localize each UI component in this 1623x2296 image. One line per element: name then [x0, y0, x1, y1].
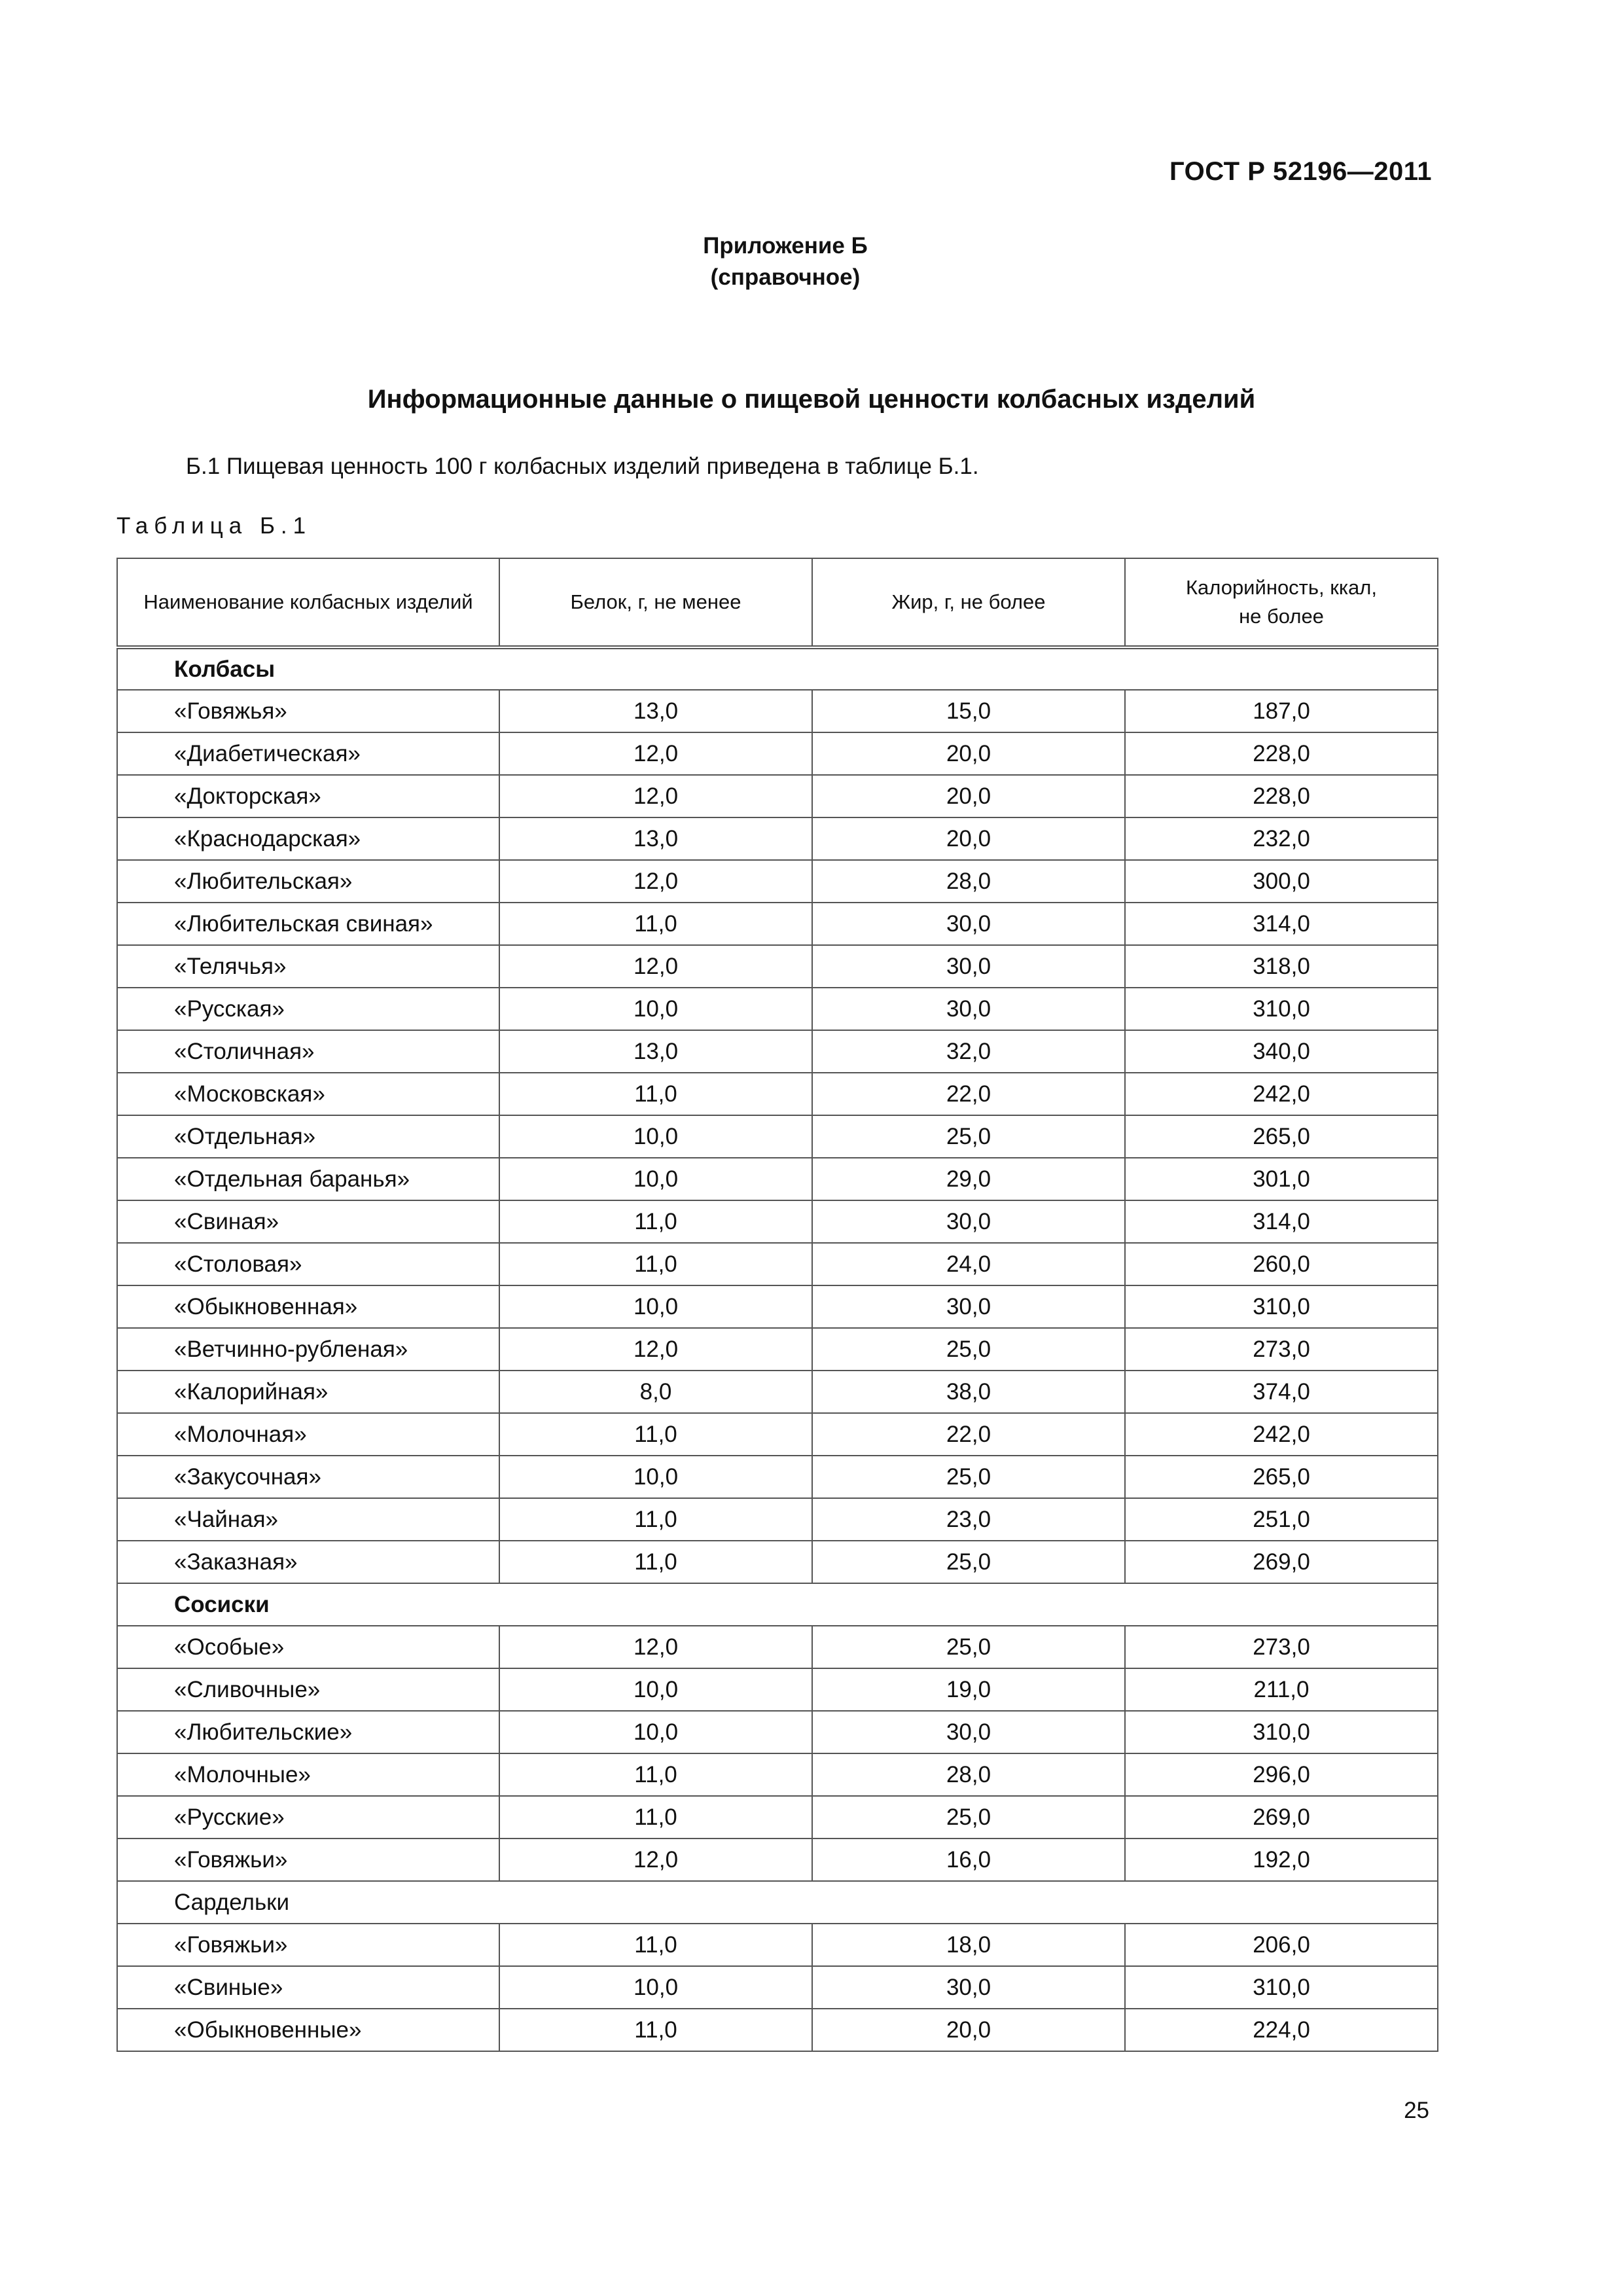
header-calories-line1: Калорийность, ккал, — [1185, 576, 1378, 599]
product-name-cell: «Говяжьи» — [117, 1924, 499, 1966]
product-name-cell: «Отдельная» — [117, 1115, 499, 1158]
protein-cell: 11,0 — [499, 2009, 812, 2051]
appendix-heading — [674, 230, 897, 293]
product-name-cell: «Говяжьи» — [117, 1839, 499, 1881]
calories-cell: 310,0 — [1125, 1711, 1438, 1753]
table-row — [117, 1924, 1438, 1966]
fat-cell: 30,0 — [812, 1966, 1125, 2009]
fat-cell: 25,0 — [812, 1796, 1125, 1839]
protein-cell: 11,0 — [499, 1073, 812, 1115]
table-row — [117, 732, 1438, 775]
table-row — [117, 690, 1438, 732]
page-number: 25 — [1404, 2098, 1429, 2123]
fat-cell: 28,0 — [812, 860, 1125, 903]
calories-cell: 301,0 — [1125, 1158, 1438, 1200]
product-name-cell: «Сливочные» — [117, 1668, 499, 1711]
protein-cell: 11,0 — [499, 903, 812, 945]
fat-cell: 28,0 — [812, 1753, 1125, 1796]
intro-paragraph: Б.1 Пищевая ценность 100 г колбасных изделий приведена в таблице Б.1. — [186, 454, 979, 479]
header-fat: Жир, г, не более — [812, 558, 1125, 647]
protein-cell: 10,0 — [499, 988, 812, 1030]
product-name-cell: «Заказная» — [117, 1541, 499, 1583]
table-row — [117, 1030, 1438, 1073]
product-name-cell: «Отдельная баранья» — [117, 1158, 499, 1200]
calories-cell: 206,0 — [1125, 1924, 1438, 1966]
protein-cell: 12,0 — [499, 775, 812, 817]
fat-cell: 30,0 — [812, 945, 1125, 988]
product-name-cell: «Обыкновенные» — [117, 2009, 499, 2051]
protein-cell: 10,0 — [499, 1115, 812, 1158]
protein-cell: 12,0 — [499, 860, 812, 903]
product-name-cell: «Любительская» — [117, 860, 499, 903]
protein-cell: 11,0 — [499, 1796, 812, 1839]
table-row — [117, 860, 1438, 903]
table-row — [117, 1839, 1438, 1881]
calories-cell: 269,0 — [1125, 1541, 1438, 1583]
protein-cell: 12,0 — [499, 1328, 812, 1371]
table-row — [117, 1413, 1438, 1456]
fat-cell: 22,0 — [812, 1073, 1125, 1115]
fat-cell: 20,0 — [812, 732, 1125, 775]
protein-cell: 11,0 — [499, 1498, 812, 1541]
product-name-cell: «Чайная» — [117, 1498, 499, 1541]
product-name-cell: «Телячья» — [117, 945, 499, 988]
table-row — [117, 1073, 1438, 1115]
fat-cell: 19,0 — [812, 1668, 1125, 1711]
document-number: ГОСТ Р 52196—2011 — [1169, 157, 1432, 186]
product-name-cell: «Калорийная» — [117, 1371, 499, 1413]
table-row — [117, 1243, 1438, 1285]
protein-cell: 13,0 — [499, 1030, 812, 1073]
calories-cell: 187,0 — [1125, 690, 1438, 732]
calories-cell: 228,0 — [1125, 732, 1438, 775]
calories-cell: 310,0 — [1125, 1285, 1438, 1328]
table-row — [117, 817, 1438, 860]
protein-cell: 10,0 — [499, 1966, 812, 2009]
fat-cell: 20,0 — [812, 775, 1125, 817]
protein-cell: 11,0 — [499, 1753, 812, 1796]
protein-cell: 8,0 — [499, 1371, 812, 1413]
fat-cell: 20,0 — [812, 817, 1125, 860]
table-row — [117, 2009, 1438, 2051]
table-row — [117, 903, 1438, 945]
protein-cell: 10,0 — [499, 1711, 812, 1753]
table-row — [117, 1796, 1438, 1839]
fat-cell: 25,0 — [812, 1115, 1125, 1158]
calories-cell: 242,0 — [1125, 1413, 1438, 1456]
product-name-cell: «Молочная» — [117, 1413, 499, 1456]
section-title: Сардельки — [117, 1881, 1438, 1924]
product-name-cell: «Молочные» — [117, 1753, 499, 1796]
table-body — [117, 647, 1438, 2051]
fat-cell: 25,0 — [812, 1626, 1125, 1668]
product-name-cell: «Любительские» — [117, 1711, 499, 1753]
page-title: Информационные данные о пищевой ценности колбасных изделий — [367, 385, 1256, 414]
table-row — [117, 988, 1438, 1030]
calories-cell: 242,0 — [1125, 1073, 1438, 1115]
fat-cell: 30,0 — [812, 1200, 1125, 1243]
table-row — [117, 1626, 1438, 1668]
section-row — [117, 647, 1438, 690]
product-name-cell: «Столовая» — [117, 1243, 499, 1285]
calories-cell: 300,0 — [1125, 860, 1438, 903]
fat-cell: 25,0 — [812, 1541, 1125, 1583]
calories-cell: 314,0 — [1125, 1200, 1438, 1243]
header-name: Наименование колбасных изделий — [117, 558, 499, 647]
appendix-subtitle: (справочное) — [710, 264, 861, 290]
fat-cell: 30,0 — [812, 1285, 1125, 1328]
product-name-cell: «Русская» — [117, 988, 499, 1030]
calories-cell: 192,0 — [1125, 1839, 1438, 1881]
fat-cell: 15,0 — [812, 690, 1125, 732]
protein-cell: 12,0 — [499, 732, 812, 775]
header-calories — [1125, 558, 1438, 647]
product-name-cell: «Особые» — [117, 1626, 499, 1668]
calories-cell: 273,0 — [1125, 1626, 1438, 1668]
product-name-cell: «Обыкновенная» — [117, 1285, 499, 1328]
table-row — [117, 1115, 1438, 1158]
table-caption: Таблица Б.1 — [116, 513, 312, 539]
section-row — [117, 1881, 1438, 1924]
calories-cell: 232,0 — [1125, 817, 1438, 860]
header-calories-line2: не более — [1239, 605, 1324, 628]
protein-cell: 11,0 — [499, 1243, 812, 1285]
table-row — [117, 1668, 1438, 1711]
calories-cell: 265,0 — [1125, 1115, 1438, 1158]
fat-cell: 29,0 — [812, 1158, 1125, 1200]
fat-cell: 38,0 — [812, 1371, 1125, 1413]
calories-cell: 374,0 — [1125, 1371, 1438, 1413]
protein-cell: 10,0 — [499, 1668, 812, 1711]
calories-cell: 211,0 — [1125, 1668, 1438, 1711]
product-name-cell: «Русские» — [117, 1796, 499, 1839]
fat-cell: 24,0 — [812, 1243, 1125, 1285]
fat-cell: 30,0 — [812, 988, 1125, 1030]
protein-cell: 11,0 — [499, 1200, 812, 1243]
fat-cell: 25,0 — [812, 1328, 1125, 1371]
table-row — [117, 1158, 1438, 1200]
calories-cell: 340,0 — [1125, 1030, 1438, 1073]
calories-cell: 260,0 — [1125, 1243, 1438, 1285]
protein-cell: 11,0 — [499, 1413, 812, 1456]
protein-cell: 11,0 — [499, 1924, 812, 1966]
table-row — [117, 1711, 1438, 1753]
fat-cell: 25,0 — [812, 1456, 1125, 1498]
fat-cell: 30,0 — [812, 1711, 1125, 1753]
fat-cell: 18,0 — [812, 1924, 1125, 1966]
table-row — [117, 1200, 1438, 1243]
calories-cell: 310,0 — [1125, 1966, 1438, 2009]
fat-cell: 32,0 — [812, 1030, 1125, 1073]
product-name-cell: «Свиные» — [117, 1966, 499, 2009]
product-name-cell: «Диабетическая» — [117, 732, 499, 775]
table-row — [117, 1456, 1438, 1498]
calories-cell: 296,0 — [1125, 1753, 1438, 1796]
protein-cell: 10,0 — [499, 1158, 812, 1200]
product-name-cell: «Закусочная» — [117, 1456, 499, 1498]
calories-cell: 269,0 — [1125, 1796, 1438, 1839]
calories-cell: 228,0 — [1125, 775, 1438, 817]
appendix-title: Приложение Б — [703, 233, 868, 259]
protein-cell: 13,0 — [499, 690, 812, 732]
product-name-cell: «Докторская» — [117, 775, 499, 817]
fat-cell: 22,0 — [812, 1413, 1125, 1456]
fat-cell: 20,0 — [812, 2009, 1125, 2051]
product-name-cell: «Ветчинно-рубленая» — [117, 1328, 499, 1371]
nutrition-table — [116, 558, 1438, 2052]
table-row — [117, 1285, 1438, 1328]
product-name-cell: «Говяжья» — [117, 690, 499, 732]
product-name-cell: «Свиная» — [117, 1200, 499, 1243]
table-row — [117, 1498, 1438, 1541]
calories-cell: 251,0 — [1125, 1498, 1438, 1541]
fat-cell: 23,0 — [812, 1498, 1125, 1541]
protein-cell: 10,0 — [499, 1456, 812, 1498]
protein-cell: 12,0 — [499, 1626, 812, 1668]
table-header-row — [117, 558, 1438, 647]
product-name-cell: «Столичная» — [117, 1030, 499, 1073]
calories-cell: 310,0 — [1125, 988, 1438, 1030]
section-title: Сосиски — [117, 1583, 1438, 1626]
product-name-cell: «Краснодарская» — [117, 817, 499, 860]
protein-cell: 12,0 — [499, 945, 812, 988]
section-row — [117, 1583, 1438, 1626]
protein-cell: 11,0 — [499, 1541, 812, 1583]
product-name-cell: «Любительская свиная» — [117, 903, 499, 945]
table-row — [117, 1328, 1438, 1371]
fat-cell: 30,0 — [812, 903, 1125, 945]
calories-cell: 224,0 — [1125, 2009, 1438, 2051]
calories-cell: 314,0 — [1125, 903, 1438, 945]
protein-cell: 12,0 — [499, 1839, 812, 1881]
table-row — [117, 1966, 1438, 2009]
calories-cell: 265,0 — [1125, 1456, 1438, 1498]
table-row — [117, 1753, 1438, 1796]
protein-cell: 10,0 — [499, 1285, 812, 1328]
product-name-cell: «Московская» — [117, 1073, 499, 1115]
table-row — [117, 1371, 1438, 1413]
calories-cell: 318,0 — [1125, 945, 1438, 988]
table-row — [117, 945, 1438, 988]
header-protein: Белок, г, не менее — [499, 558, 812, 647]
calories-cell: 273,0 — [1125, 1328, 1438, 1371]
protein-cell: 13,0 — [499, 817, 812, 860]
section-title: Колбасы — [117, 647, 1438, 690]
table-row — [117, 1541, 1438, 1583]
fat-cell: 16,0 — [812, 1839, 1125, 1881]
table-row — [117, 775, 1438, 817]
